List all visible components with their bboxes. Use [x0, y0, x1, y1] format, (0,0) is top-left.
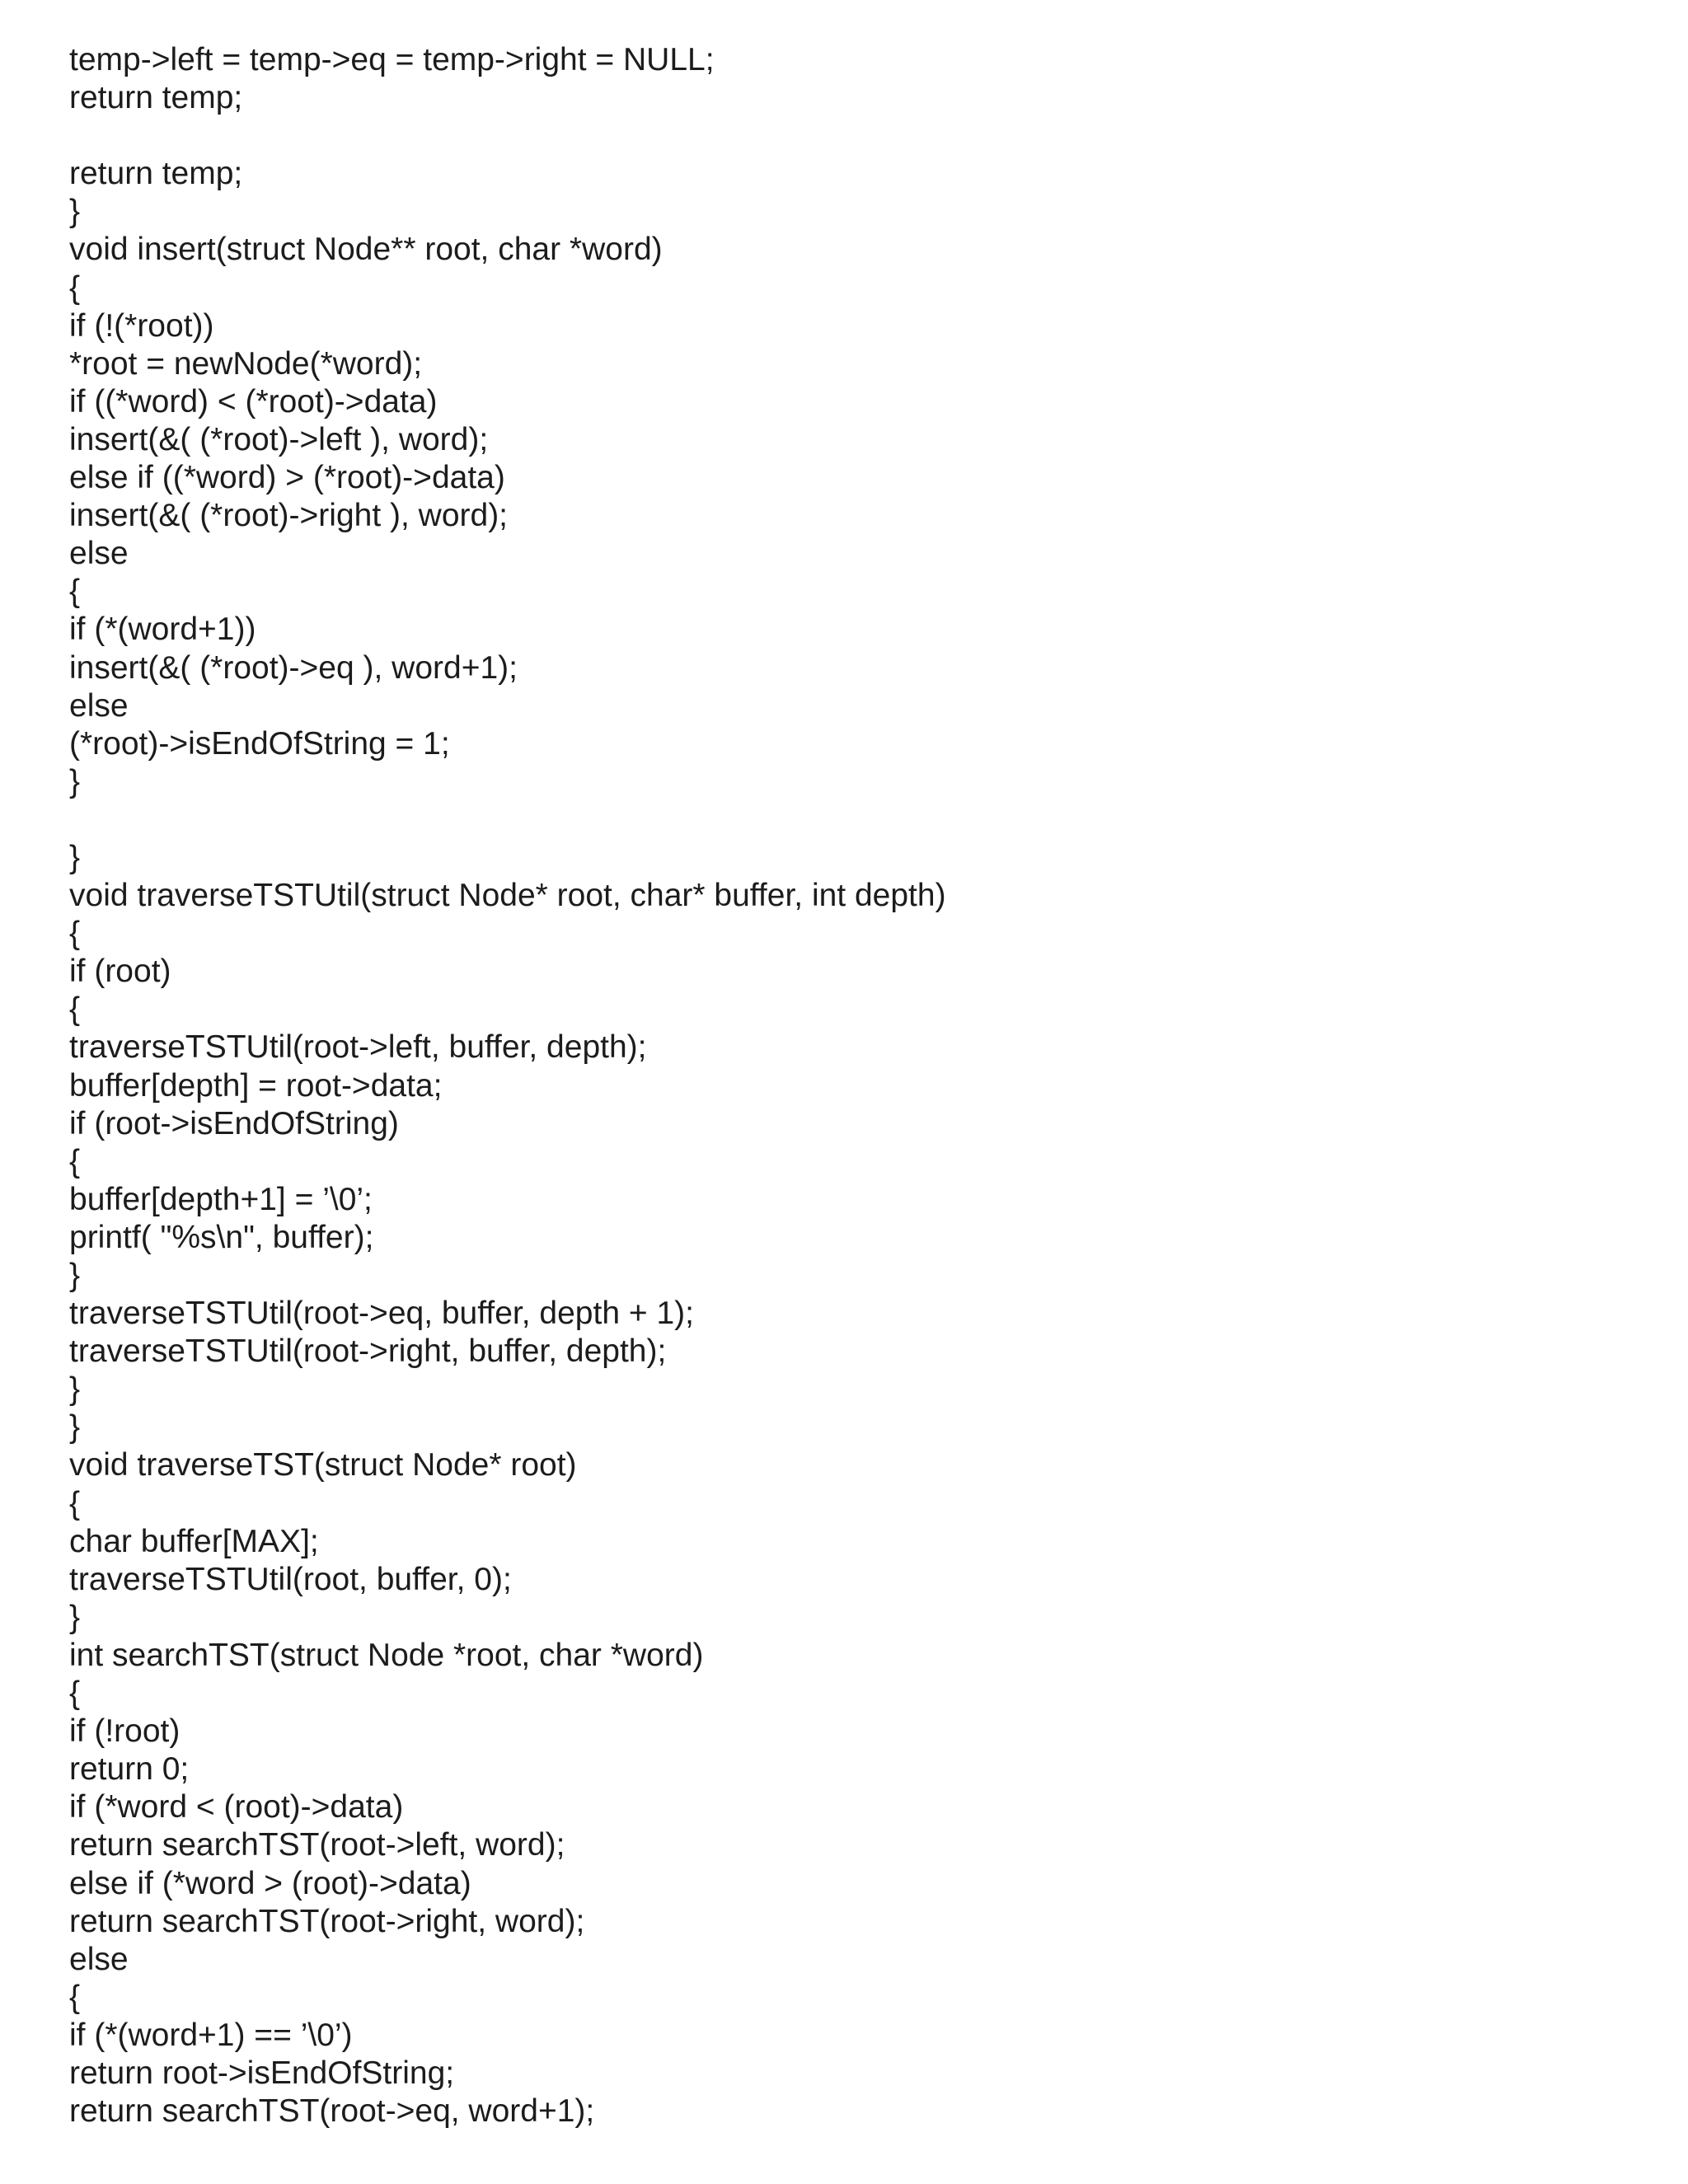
- code-line: traverseTSTUtil(root->eq, buffer, depth + 1);: [69, 1296, 694, 1332]
- code-line: insert(&( (*root)->eq ), word+1);: [69, 649, 518, 686]
- code-line: return searchTST(root->eq, word+1);: [69, 2093, 595, 2130]
- code-line: *root = newNode(*word);: [69, 345, 423, 382]
- code-line: buffer[depth+1] = ’\0’;: [69, 1181, 373, 1217]
- code-line: else: [69, 687, 129, 724]
- code-line: {: [69, 1485, 81, 1521]
- code-line: }: [69, 1258, 81, 1293]
- code-line: temp->left = temp->eq = temp->right = NULL;: [69, 42, 715, 77]
- code-line: {: [69, 574, 81, 610]
- code-line: if (!root): [69, 1713, 181, 1750]
- code-line: char buffer[MAX];: [69, 1523, 319, 1559]
- code-line: if (*(word+1)): [69, 612, 256, 648]
- code-line: }: [69, 763, 81, 799]
- code-line: traverseTSTUtil(root, buffer, 0);: [69, 1561, 512, 1597]
- code-line: void insert(struct Node** root, char *word): [69, 232, 663, 268]
- code-line: traverseTSTUtil(root->left, buffer, depth);: [69, 1029, 647, 1066]
- code-line: if (*word < (root)->data): [69, 1789, 404, 1825]
- code-line: }: [69, 194, 81, 230]
- code-line: int searchTST(struct Node *root, char *word): [69, 1637, 704, 1673]
- code-line: buffer[depth] = root->data;: [69, 1067, 443, 1104]
- code-line: {: [69, 1675, 81, 1712]
- code-line: {: [69, 991, 81, 1028]
- code-line: return root->isEndOfString;: [69, 2055, 455, 2091]
- code-line: [69, 801, 946, 839]
- code-line: if (root): [69, 954, 171, 990]
- code-listing: [69, 41, 946, 2130]
- code-line: return searchTST(root->right, word);: [69, 1903, 585, 1939]
- code-line: }: [69, 1409, 81, 1446]
- code-line: else: [69, 1941, 129, 1977]
- code-line: {: [69, 1979, 81, 2015]
- code-line: }: [69, 839, 81, 875]
- code-line: if (*(word+1) == ’\0’): [69, 2017, 353, 2053]
- code-line: void traverseTST(struct Node* root): [69, 1447, 577, 1483]
- code-line: }: [69, 1371, 81, 1408]
- code-line: {: [69, 916, 81, 952]
- code-line: if (!(*root)): [69, 307, 214, 344]
- code-line: (*root)->isEndOfString = 1;: [69, 725, 450, 762]
- code-line: insert(&( (*root)->right ), word);: [69, 498, 509, 534]
- code-line: return 0;: [69, 1751, 190, 1788]
- code-line: {: [69, 269, 81, 306]
- code-line: printf( "%s\n", buffer);: [69, 1219, 374, 1255]
- code-line: else if (*word > (root)->data): [69, 1865, 471, 1901]
- code-line: }: [69, 1599, 81, 1635]
- code-line: traverseTSTUtil(root->right, buffer, depth);: [69, 1333, 667, 1370]
- code-line: if (root->isEndOfString): [69, 1105, 399, 1141]
- code-line: return temp;: [69, 80, 243, 116]
- code-line: insert(&( (*root)->left ), word);: [69, 421, 489, 457]
- code-line: [69, 117, 946, 155]
- code-line: return searchTST(root->left, word);: [69, 1827, 565, 1863]
- code-line: if ((*word) < (*root)->data): [69, 383, 438, 419]
- code-line: void traverseTSTUtil(struct Node* root, char* buffer, int depth): [69, 878, 946, 914]
- code-line: else if ((*word) > (*root)->data): [69, 460, 505, 496]
- code-line: else: [69, 536, 129, 572]
- code-line: {: [69, 1143, 81, 1179]
- code-line: return temp;: [69, 156, 243, 192]
